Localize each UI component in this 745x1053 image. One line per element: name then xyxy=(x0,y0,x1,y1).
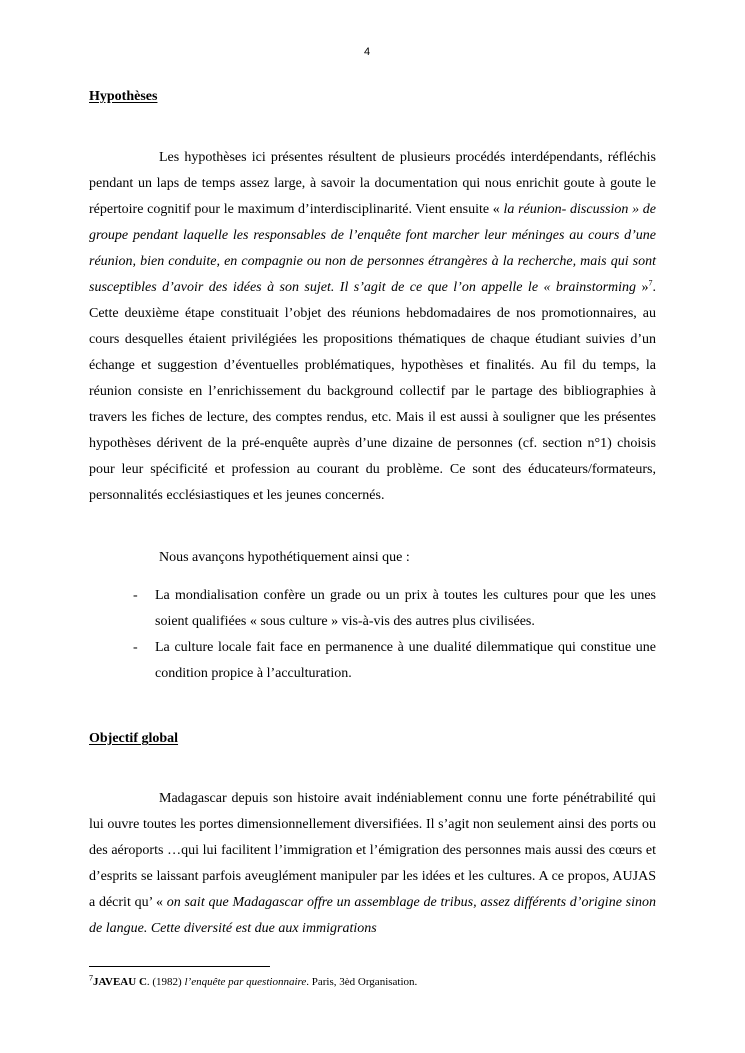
page-number: 4 xyxy=(364,46,371,58)
list-item xyxy=(89,635,656,687)
hypotheses-intro: Nous avançons hypothétiquement ainsi que : xyxy=(159,550,410,565)
footnote-text-2: . Paris, 3èd Organisation. xyxy=(306,976,418,988)
list-item xyxy=(89,583,656,635)
hypotheses-list xyxy=(89,583,656,687)
footnote-divider xyxy=(89,966,270,967)
hypotheses-text-2: . Cette deuxième étape constituait l’objet des réunions hebdomadaires de nos promotionnaires, au cours desquelles étaient privilégiées les propositions thématiques de chaque étudiant suivies d’un échange et suggestion d’éventuelles problématiques, hypothèses et finalités. Au fil du temps, la réunion consiste en l’enrichissement du background collectif par le partage des bibliographies à travers les fiches de lecture, des comptes rendus, etc. Mais il est aussi à souligner que les présentes hypothèses dérivent de la pré-enquête auprès d’une dizaine de personnes (cf. section n°1) choisis pour leur spécificité et profession au courant du problème. Ce sont des éducateurs/formateurs, personnalités ecclésiastiques et les jeunes concernés. xyxy=(89,280,656,503)
hypotheses-text-1: Les hypothèses ici présentes résultent de plusieurs procédés interdépendants, réfléchis pendant un laps de temps assez large, à savoir la documentation qui nous enrichit goute à goute le répertoire cognitif pour le maximum d’interdisciplinarité. Vient ensuite « xyxy=(89,150,656,217)
section-heading-hypotheses: Hypothèses xyxy=(89,89,158,104)
footnote-text-1: . (1982) xyxy=(146,976,185,988)
objectif-paragraph xyxy=(89,786,656,942)
bullet-dash: - xyxy=(133,640,138,655)
section-heading-objectif-global: Objectif global xyxy=(89,731,179,746)
list-item-text: La mondialisation confère un grade ou un prix à toutes les cultures pour que les unes soient qualifiées « sous culture » vis-à-vis des autres plus civilisées. xyxy=(155,588,656,629)
footnote-author: JAVEAU C xyxy=(93,976,147,988)
list-item-text: La culture locale fait face en permanence à une dualité dilemmatique qui constitue une condition propice à l’acculturation. xyxy=(155,640,656,681)
hypotheses-paragraph xyxy=(89,145,656,509)
hypotheses-italic-quote: la réunion- discussion » de groupe pendant laquelle les responsables de l’enquête font marcher leur méninges au cours d’une réunion, bien conduite, en compagnie ou non de personnes étrangères à la recherche, mais qui sont susceptibles d’avoir des idées à son sujet. Il s’agit de ce que l’on appelle le « brainstorming xyxy=(89,202,657,295)
footnote-title: l’enquête par questionnaire xyxy=(184,976,307,988)
bullet-dash: - xyxy=(133,588,138,603)
footnote-ref-7[interactable]: 7 xyxy=(648,278,653,288)
footnote-number: 7 xyxy=(89,973,93,983)
objectif-italic-quote: on sait que Madagascar offre un assemblage de tribus, assez différents d’origine sinon de langue. Cette diversité est due aux immigrations xyxy=(89,895,656,936)
objectif-text-1: Madagascar depuis son histoire avait indéniablement connu une forte pénétrabilité qui lui ouvre toutes les portes dimensionnellement diversifiées. Il s’agit non seulement ainsi des ports ou des aéroports …qui lui facilitent l’immigration et l’émigration des personnes mais aussi des cœurs et d’esprits se laissant parfois aveuglément manipuler par les idées et les cultures. A ce propos, AUJAS a décrit qu’ « xyxy=(89,791,656,910)
hypotheses-text-quote-close: » xyxy=(636,280,649,295)
footnote xyxy=(89,975,417,989)
